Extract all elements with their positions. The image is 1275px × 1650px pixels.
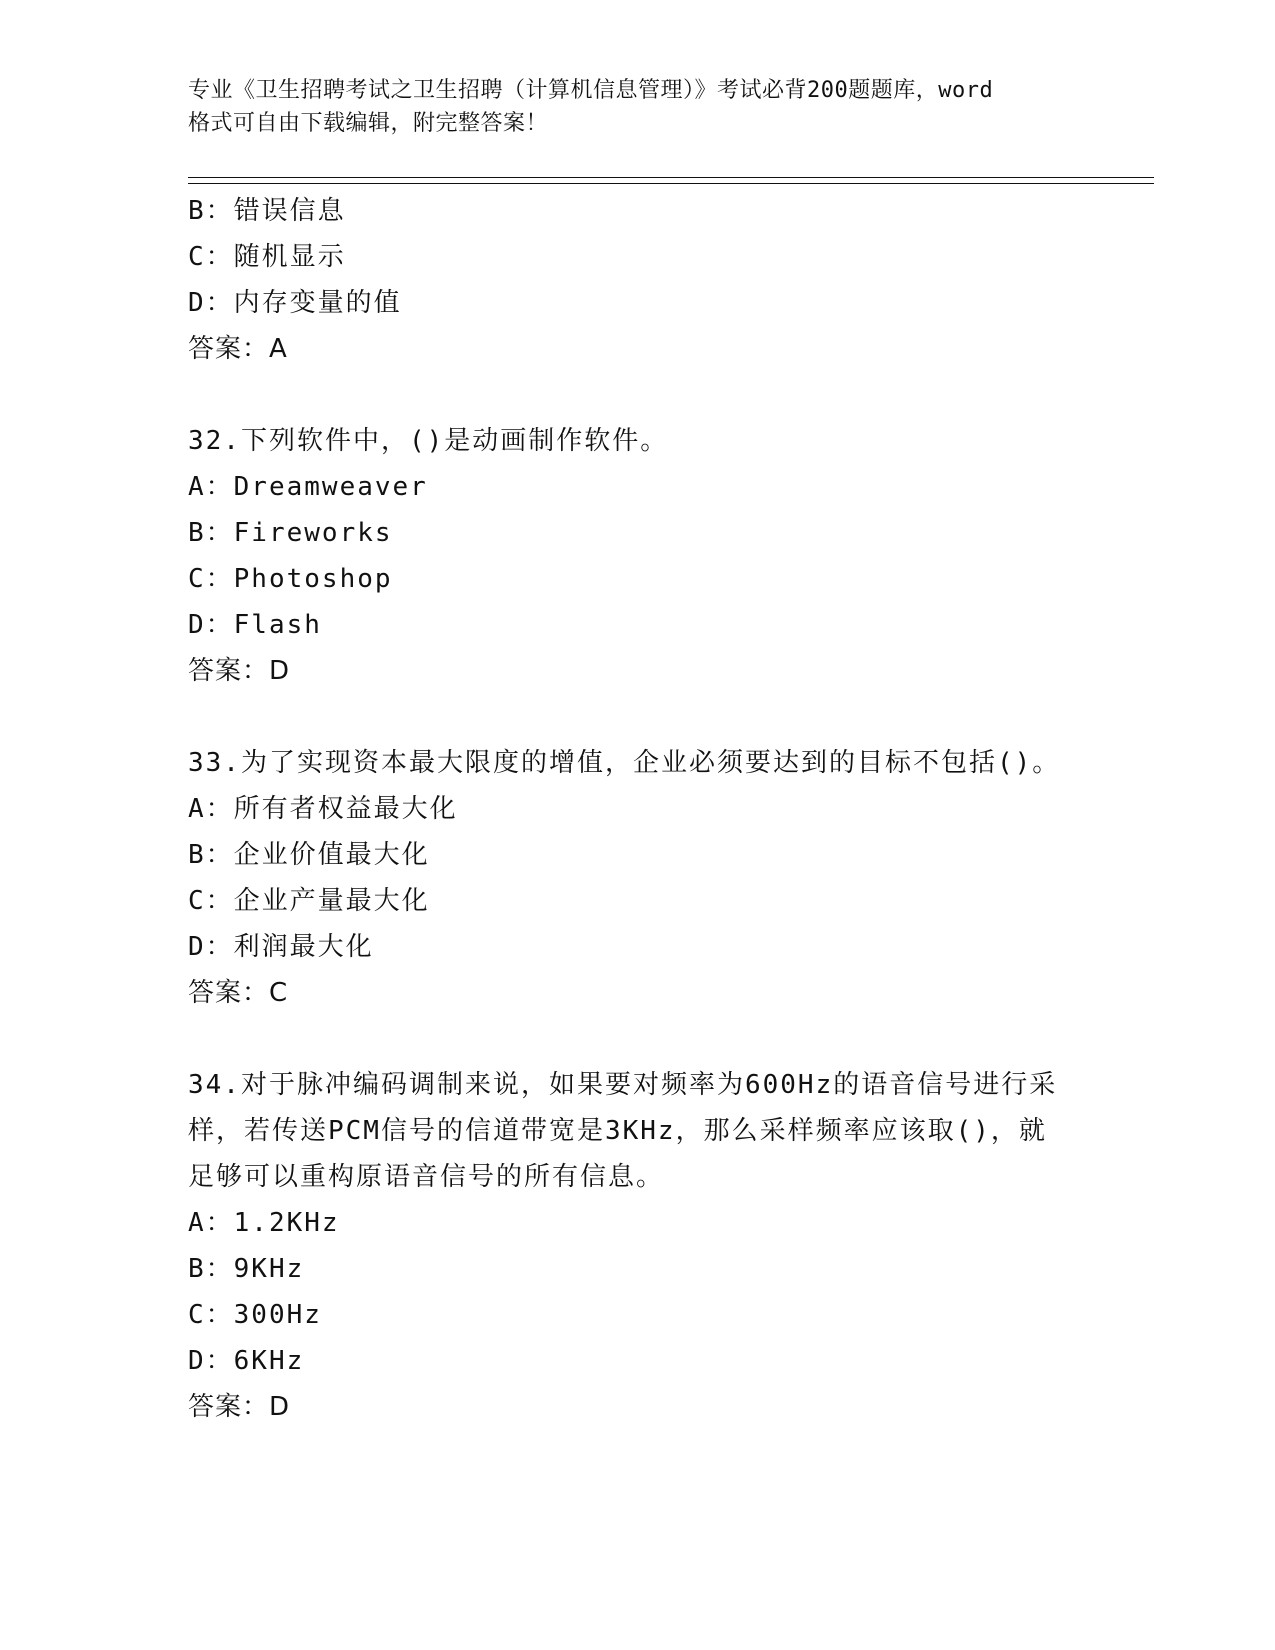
option-c: C：随机显示 bbox=[188, 242, 346, 272]
option-d: D：Flash bbox=[188, 610, 322, 640]
question-text-line-3: 足够可以重构原语音信号的所有信息。 bbox=[188, 1162, 665, 1192]
spacer bbox=[188, 694, 1088, 740]
answer-line: 答案：C bbox=[188, 978, 289, 1008]
option-c: C：企业产量最大化 bbox=[188, 886, 430, 916]
question-text-line-1: 34.对于脉冲编码调制来说，如果要对频率为600Hz的语音信号进行采 bbox=[188, 1070, 1058, 1100]
spacer bbox=[188, 1016, 1088, 1062]
option-b: B：企业价值最大化 bbox=[188, 840, 430, 870]
option-b: B：Fireworks bbox=[188, 518, 393, 548]
option-a: A：所有者权益最大化 bbox=[188, 794, 458, 824]
document-header bbox=[188, 74, 1088, 140]
option-d: D：利润最大化 bbox=[188, 932, 374, 962]
answer-line: 答案：D bbox=[188, 1392, 291, 1422]
option-a: A：Dreamweaver bbox=[188, 472, 428, 502]
option-b: B：错误信息 bbox=[188, 196, 346, 226]
header-title-line-1: 专业《卫生招聘考试之卫生招聘（计算机信息管理）》考试必背200题题库，word bbox=[188, 78, 994, 103]
question-31-continued bbox=[188, 188, 1088, 372]
question-33 bbox=[188, 740, 1088, 1016]
question-32 bbox=[188, 418, 1088, 694]
question-text: 33.为了实现资本最大限度的增值，企业必须要达到的目标不包括()。 bbox=[188, 748, 1061, 778]
option-c: C：300Hz bbox=[188, 1300, 322, 1330]
option-a: A：1.2KHz bbox=[188, 1208, 340, 1238]
option-c: C：Photoshop bbox=[188, 564, 393, 594]
question-34 bbox=[188, 1062, 1088, 1430]
answer-line: 答案：D bbox=[188, 656, 291, 686]
header-title-line-2: 格式可自由下载编辑，附完整答案！ bbox=[188, 111, 549, 136]
option-d: D：6KHz bbox=[188, 1346, 305, 1376]
answer-line: 答案：A bbox=[188, 334, 288, 364]
question-list bbox=[188, 188, 1088, 1430]
option-d: D：内存变量的值 bbox=[188, 288, 402, 318]
header-divider-bottom bbox=[188, 183, 1154, 184]
question-text bbox=[188, 1062, 1088, 1200]
question-text-line-2: 样，若传送PCM信号的信道带宽是3KHz，那么采样频率应该取()，就 bbox=[188, 1116, 1047, 1146]
spacer bbox=[188, 372, 1088, 418]
question-text: 32.下列软件中，()是动画制作软件。 bbox=[188, 426, 669, 456]
header-divider-top bbox=[188, 177, 1154, 178]
option-b: B：9KHz bbox=[188, 1254, 305, 1284]
